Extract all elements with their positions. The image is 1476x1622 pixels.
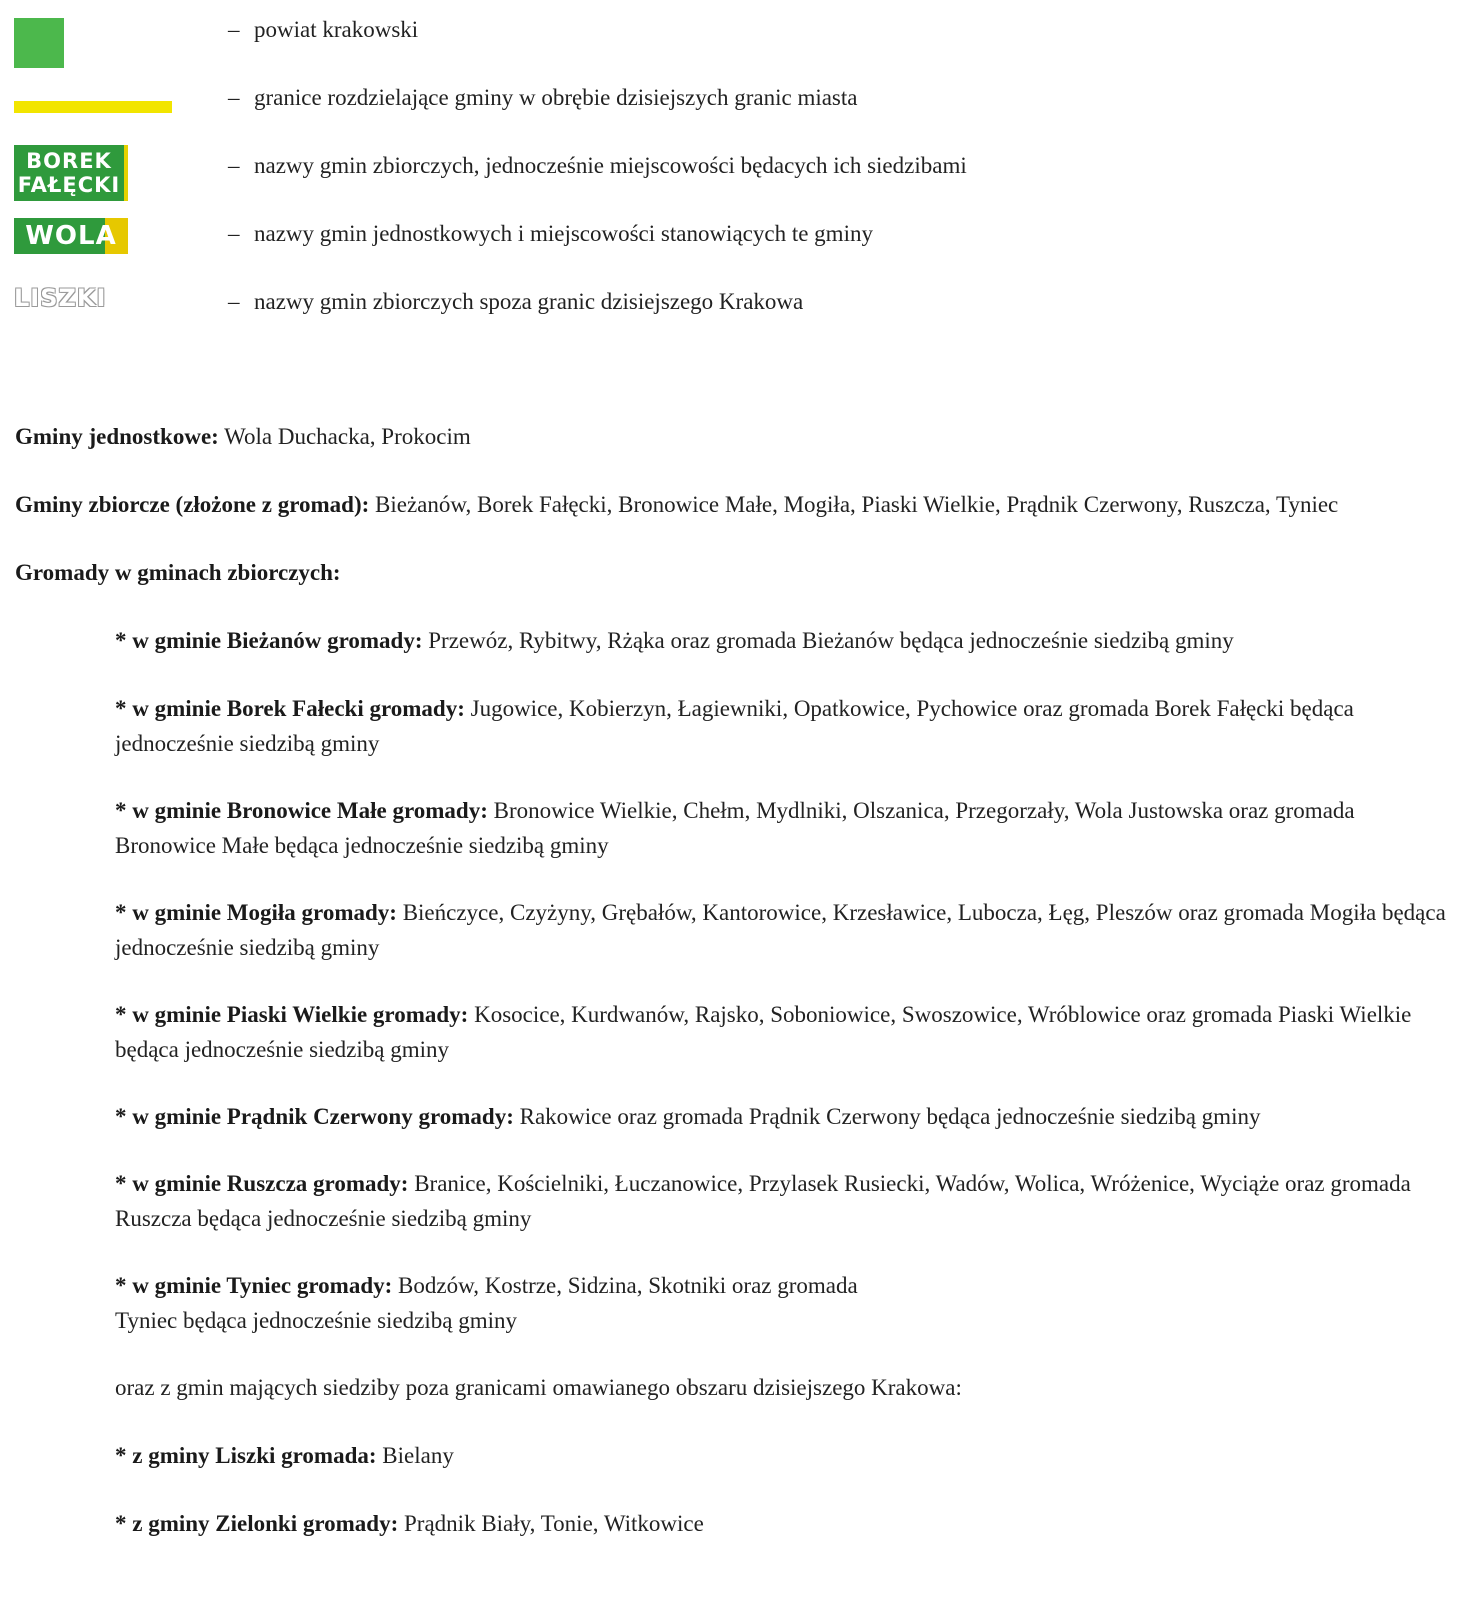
label: Gminy zbiorcze (złożone z gromad):	[15, 492, 370, 517]
gminy-zbiorcze	[15, 488, 1455, 522]
label: * w gminie Ruszcza gromady:	[115, 1171, 409, 1196]
list-item-piaski	[115, 997, 1455, 1067]
list-item-mogila	[115, 895, 1455, 965]
value: Jugowice, Kobierzyn, Łagiewniki, Opatkowice, Pychowice oraz gromada Borek Fałęcki będąca jednocześnie siedzibą gminy	[115, 696, 1354, 756]
badge-line: FAŁĘCKI	[17, 173, 121, 197]
value: Bielany	[376, 1443, 454, 1468]
legend-dash: –	[228, 289, 240, 314]
label: * w gminie Piaski Wielkie gromady:	[115, 1002, 469, 1027]
value: Prądnik Biały, Tonie, Witkowice	[398, 1511, 704, 1536]
badge-line: BOREK	[26, 149, 112, 173]
value: Kosocice, Kurdwanów, Rajsko, Soboniowice, Swoszowice, Wróblowice oraz gromada Piaski Wielkie będąca jednocześnie siedzibą gminy	[115, 1002, 1412, 1062]
value: Bieżanów, Borek Fałęcki, Bronowice Małe, Mogiła, Piaski Wielkie, Prądnik Czerwony, Ruszcza, Tyniec	[369, 492, 1339, 517]
value: Bronowice Wielkie, Chełm, Mydlniki, Olszanica, Przegorzały, Wola Justowska oraz gromada Bronowice Małe będąca jednocześnie siedzibą gminy	[115, 798, 1355, 858]
legend-row-powiat	[0, 15, 1476, 75]
value: Przewóz, Rybitwy, Rżąka oraz gromada Bieżanów będąca jednocześnie siedzibą gminy	[422, 628, 1234, 653]
label: * w gminie Prądnik Czerwony gromady:	[115, 1104, 514, 1129]
label: * w gminie Mogiła gromady:	[115, 900, 397, 925]
legend-dash: –	[228, 221, 240, 246]
legend-label: nazwy gmin zbiorczych, jednocześnie miejscowości będacych ich siedzibami	[254, 153, 967, 178]
legend-row-spoza	[0, 284, 1476, 347]
legend-text	[228, 83, 857, 113]
list-item-ruszcza	[115, 1166, 1455, 1236]
oraz-text: oraz z gmin mających siedziby poza granicami omawianego obszaru dzisiejszego Krakowa:	[115, 1375, 962, 1400]
legend-row-granice	[0, 83, 1476, 143]
legend-dash: –	[228, 85, 240, 110]
label: * w gminie Tyniec gromady:	[115, 1273, 393, 1298]
legend-label: granice rozdzielające gminy w obrębie dzisiejszych granic miasta	[254, 85, 858, 110]
label: * z gminy Zielonki gromady:	[115, 1511, 399, 1536]
legend-row-jednostkowe	[0, 219, 1476, 279]
value: Wola Duchacka, Prokocim	[218, 424, 471, 449]
legend-text	[228, 15, 418, 45]
label: * z gminy Liszki gromada:	[115, 1443, 377, 1468]
list-item-tyniec	[115, 1268, 1455, 1338]
label: * w gminie Bronowice Małe gromady:	[115, 798, 488, 823]
list-item-zielonki	[115, 1506, 1455, 1541]
list-item-biezanow	[115, 623, 1455, 658]
list-item-borek	[115, 691, 1455, 761]
value: Rakowice oraz gromada Prądnik Czerwony będąca jednocześnie siedzibą gminy	[513, 1104, 1261, 1129]
gromady-heading	[15, 556, 1455, 590]
label: * w gminie Bieżanów gromady:	[115, 628, 423, 653]
gminy-jednostkowe	[15, 420, 1455, 454]
list-item-pradnik	[115, 1099, 1455, 1134]
yellow-line-symbol	[14, 101, 172, 113]
legend-text	[228, 287, 803, 317]
value: Tyniec będąca jednocześnie siedzibą gminy	[115, 1308, 517, 1333]
value: Branice, Kościelniki, Łuczanowice, Przylasek Rusiecki, Wadów, Wolica, Wróżenice, Wyciąże oraz gromada Ruszcza będąca jednocześnie siedzibą gminy	[115, 1171, 1411, 1231]
list-item-liszki	[115, 1438, 1455, 1473]
liszki-badge: LISZKI	[14, 284, 107, 312]
legend-label: nazwy gmin jednostkowych i miejscowości stanowiących te gminy	[254, 221, 873, 246]
label: Gminy jednostkowe:	[15, 424, 219, 449]
legend-row-zbiorcze	[0, 151, 1476, 211]
legend-text	[228, 219, 873, 249]
list-item-bronowice	[115, 793, 1455, 863]
legend-dash: –	[228, 17, 240, 42]
legend-dash: –	[228, 153, 240, 178]
legend-label: powiat krakowski	[254, 17, 419, 42]
legend-text	[228, 151, 967, 181]
green-square-symbol	[14, 18, 64, 68]
borek-falecki-badge	[14, 145, 128, 201]
value: Bieńczyce, Czyżyny, Grębałów, Kantorowice, Krzesławice, Lubocza, Łęg, Pleszów oraz gromada Mogiła będąca jednocześnie siedzibą gminy	[115, 900, 1446, 960]
label: * w gminie Borek Fałecki gromady:	[115, 696, 465, 721]
value: Bodzów, Kostrze, Sidzina, Skotniki oraz gromada	[392, 1273, 858, 1298]
heading: Gromady w gminach zbiorczych:	[15, 560, 341, 585]
legend-label: nazwy gmin zbiorczych spoza granic dzisiejszego Krakowa	[254, 289, 804, 314]
wola-badge: WOLA	[14, 218, 128, 254]
